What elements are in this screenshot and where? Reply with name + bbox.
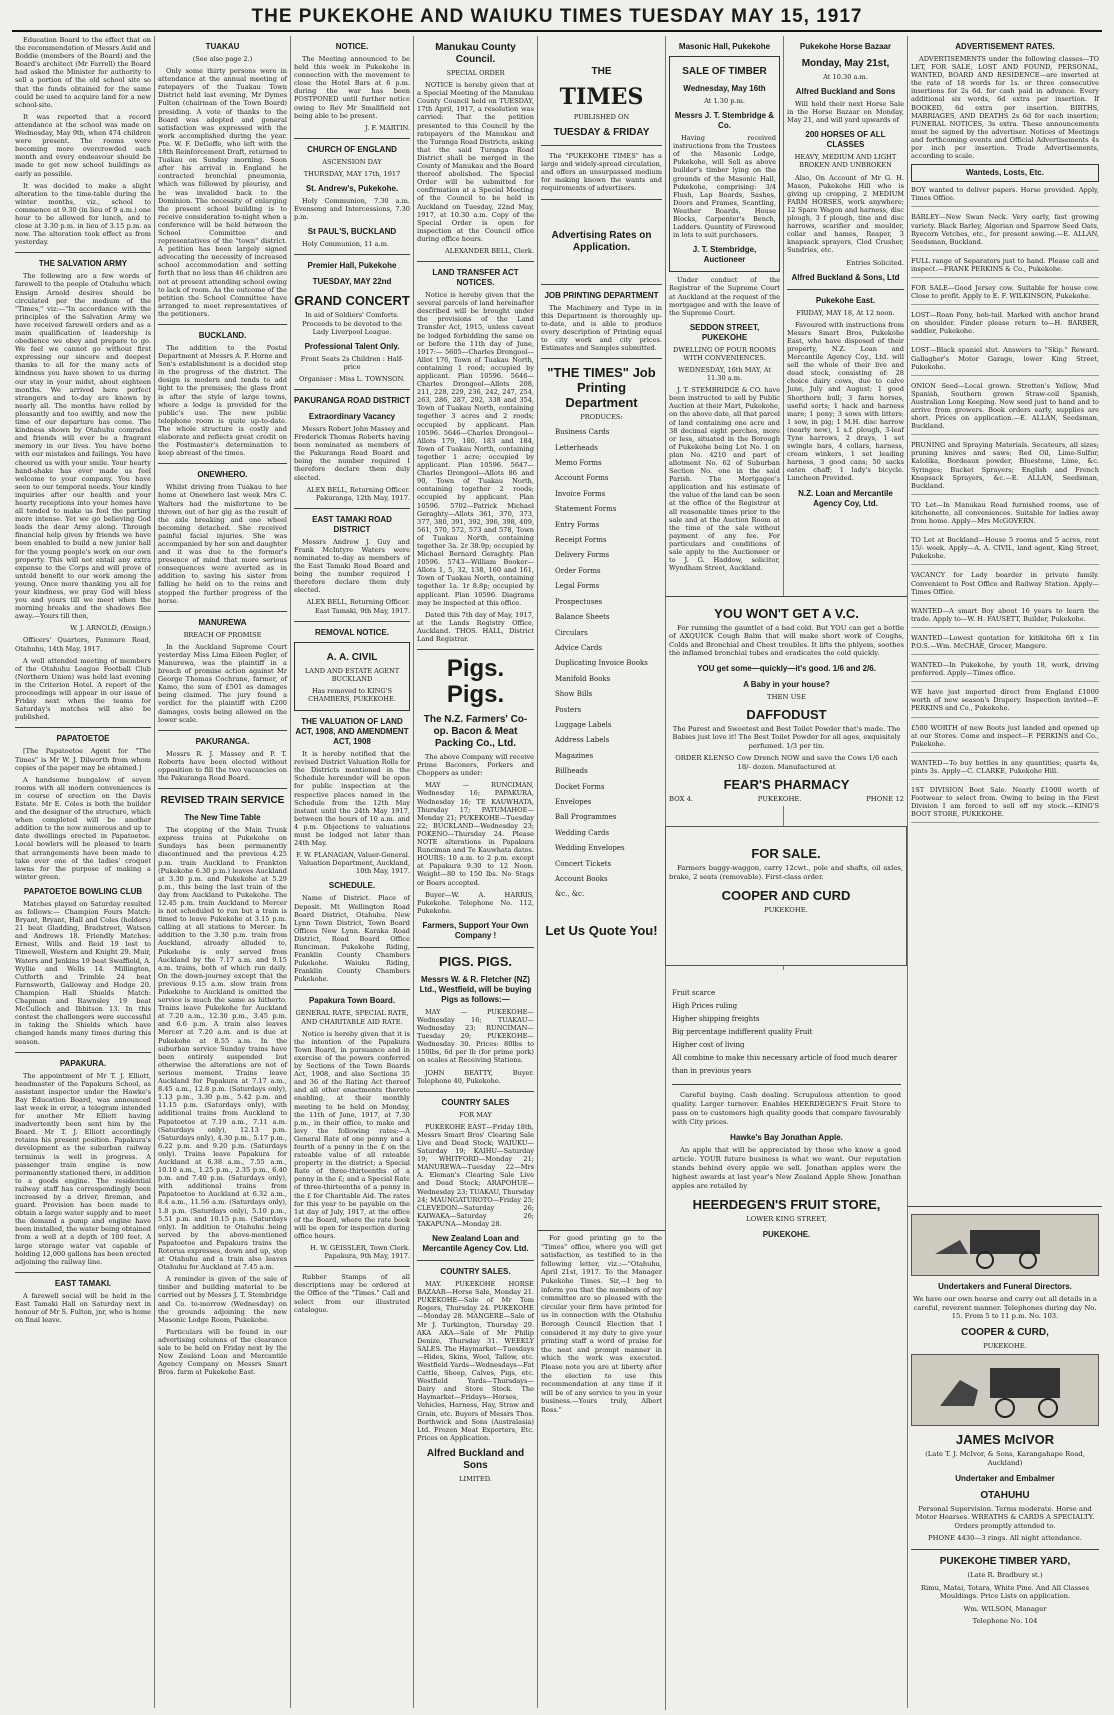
divider [672, 1084, 901, 1085]
valuation-text: It is hereby notified that the revised District Valuation Rolls for the Districts mentioned in the Schedule hereunder will be open for public inspection at the respective places named in the Schedule from the 12th May instant until the 24th May 1917, between the hours of 10 a.m. and 4 p.m. Objections to valuations must be lodged not later than 24th May. [294, 750, 410, 848]
heerdegen-street: LOWER KING STREET, [746, 1215, 827, 1223]
stembridge-signature: J. T. Stembridge, Auctioneer [692, 245, 757, 265]
classified-ad: TO Let—In Manukau Road furnished rooms, use of kitchenette, all conveniences. Suitable for ladies away from home. Apply—Mrs McGOVERN. [911, 501, 1099, 530]
product-item: Circulars [555, 628, 588, 637]
divider [541, 284, 662, 285]
timber-phone: Telephone No. 104 [972, 1617, 1038, 1626]
heading-papatoetoe: PAPATOETOE [56, 734, 110, 744]
article-league: A well attended meeting of members of the Otahuhu League Football Club (Northern Union) was held last evening in the Criterion Hotel. A report of the proceedings will appear in our issue of Friday next when the teams for Saturday's matches will also be published. [15, 656, 151, 722]
classified-ad: FOR SALE—Good Jersey cow. Suitable for house cow. Close to profit. Apply to E. F. WILKINSON, Pukekohe. [911, 284, 1099, 305]
horses-count: 200 HORSES OF ALL CLASSES [805, 130, 886, 150]
address: Officers' Quarters, Panmure Road, Otahuhu, 14th May, 1917. [15, 636, 151, 653]
fruit-list [672, 987, 901, 1078]
classified-ad: WANTED—To buy bottles in any quantities; quarts 4s, pints 3s. Apply—C. CLARKE, Pukekohe Hill. [911, 759, 1099, 780]
divider [417, 1091, 534, 1092]
article-attendance: It was reported that a record attendance at the school was made on Wednesday, May 9th, when 474 children were present. The rooms were becoming more overcrowded each month and every endeavour should be made to get new school buildings as early as possible. [15, 112, 151, 178]
article-tuakau: Only some thirty persons were in attendance at the annual meeting of ratepayers of the Tuakau Town District held last evening, Mr Dymes Fulton (chairman of the Town Board) presiding. A vote of thanks to the Board was adopted and general satisfaction was expressed with the work accomplished during the year. Pte. W. F. DeGoffe, who left with the 18th Reinforcement Draft, returned to Tuakau on Sunday morning. Soon after his arrival in England he contracted bronchial pneumonia, which was followed by pleurisy, and he was invalided back to the Dominion. The necessity of enlarging the present school building is to receive consideration to-night when a conference will be held between the School Committee and representatives of the "town" district. A petition has been largely signed advocating the necessity of increased school accommodation and setting forth that no less than 46 children are not at present attending school owing to lack of room. As the outcome of the petition the School Committee have arranged to meet representatives of the petitioners. [158, 67, 287, 318]
fears-pharmacy: FEAR'S PHARMACY [723, 777, 850, 793]
heading-train-service: REVISED TRAIN SERVICE [160, 795, 285, 807]
article-papakura: The appointment of Mr T. J. Elliott, headmaster of the Papakura School, as assistant inspector under the Hawke's Bay Education Board, was announced last week in error, a telegram intended for another Mr Elliott having inadvertently been sent him by the Board. Mr T. J. Elliott accordingly retains his present position. Papakura's development as the suburban railway terminus is well in progress. A passenger train engine is now permanently stationed there, in addition to a goods engine. The residential railway staff has correspondingly been increased by a driver, fireman, and guard. Provision has been made to obtain a large water supply and to meet the demand a pump and engine have been installed, the water being obtained from a well at a depth of 100 feet. A large storage water vat capable of holding 12,000 gallons has been erected adjoining the railway line. [15, 1071, 151, 1266]
carriage-icon [930, 1360, 1080, 1420]
products-list [541, 425, 662, 903]
dwelling-heading: DWELLING OF FOUR ROOMS WITH CONVENIENCES. [672, 345, 777, 362]
product-item: Wedding Cards [555, 828, 610, 837]
premier-date: TUESDAY, MAY 22nd [312, 277, 392, 287]
alfred-text: Will hold their next Horse Sale in the Horse Bazaar on Monday, May 21, and will yard upwards of [787, 100, 904, 125]
ad-rates-text: ADVERTISEMENTS under the following classes—TO LET, FOR SALE, LOST AND FOUND, PERSONAL, WANTED, BOARD AND RESIDENCE—are inserted at the rate of 18 words for 1s. or three consecutive insertions for 2s 6d. for cash paid in advance. Every additional six words, 6d extra per insertion. If BOOKED, 6d extra per insertion. BIRTHS, MARRIAGES, AND DEATHS 2s 6d for each insertion; FUNERAL NOTICES, 3s extra. These announcements must be signed by the advertiser. Notices of Meetings and forthcoming events and Official Advertisements 4s per inch per insertion. Trade Advertisements, according to scale. [911, 55, 1099, 161]
stembridge-name: Messrs J. T. Stembridge & Co. [674, 111, 775, 131]
otahuhu: OTAHUHU [980, 1489, 1030, 1501]
product-item: Memo Forms [555, 459, 602, 468]
notice-text: The Meeting announced to be held this week in Pukekohe in connection with the movement to close the Hotel Bars at 6 p.m. during the war has been POSTPONED until further notice owing to Rev Mr Smallfield not being able to be present. [294, 55, 410, 120]
klenso-text: ORDER KLENSO Cow Drench NOW and save the Cows 1/6 each 18/- dozen. Manufactured at [675, 754, 898, 771]
fruit-ad [665, 970, 907, 1710]
product-item: Advice Cards [555, 643, 602, 652]
fruit-list-item: Fruit scarce [672, 989, 716, 997]
removal-notice: REMOVAL NOTICE. [315, 627, 389, 637]
product-item: Duplicating Invoice Books [555, 659, 648, 668]
article-sale-reminder: A reminder is given of the sale of timber and building material to be carried out by Messrs J. T. Stembridge and Co. to-morrow (Wednesday) on the grounds adjoining the new Masonic Lodge Room, Pukekohe. [158, 1275, 287, 1324]
hawkes-bay-text: An apple that will be appreciated by those who know a good article. YOUR future business is what we want. Our reputation stands behind every apple we sell. Jonathan apples were the highest awards at last year's New Zealand Apple Show. Jonathan apples are retailed by [672, 1146, 901, 1190]
product-item: Show Bills [555, 690, 593, 699]
product-item: Docket Forms [555, 782, 605, 791]
article-salvation-army: The following are a few words of farewell to the people of Otahuhu which Ensign Arnold desires should be circulated per the medium of the "Times," viz:—"In accordance with the principles of the Salvation Army we have received farewell orders and as a main qualification of leadership is obedience we obey and prepare to go. We feel we cannot go without first expressing our sincere and deepest thanks to all for the many acts of kindness you have shown to us during our stay in your midst, about eighteen months. We arrived here perfect strangers and to-day are known by nearly all. The months have rolled by pleasantly and too swiftly, and now the time of our departure has come. The kindness shown by Otahuhu comrades and friends will ever be a fragrant memory in our lives. You have borne with our mistakes and failings. You have cheered us with your smile. Your hearty hand-shake has ever made us feel welcome to your company. You have seen to our temporal needs. Your kindly inquiries after our health and your hearty receptions into your homes have all tended to make us feel the parting more intense. Yet we go believing God leads the dear Army along. Through financial help given by friends we have been enabled to build a new junior hall for the young people's work on our own property. This will not entail any extra expense to the Corps and will prove of untold benefit to our work among the young. Once more thanking you all for your kindness, we pray God will bless you and yours till we meet when the morning breaks and the shadows flee away.—Yours till then, [15, 272, 151, 621]
seddon-street: SEDDON STREET, PUKEKOHE [689, 322, 760, 342]
daffodust-text: The Purest and Sweetest and Best Toilet Powder that's made. The Babies just love it! The Best Toilet Powder for all ages, exquisitely perfumed. 1/3 per tin. [672, 725, 901, 750]
country-sales-list: PUKEKOHE EAST—Friday 18th, Messrs Smart Bros' Clearing Sale Live and Dead Stock; WAIUKU—Saturday 19; KAIHU—Saturday 19; WHITFORD—Monday 21; MANUREWA—Tuesday 22—Mrs A. Eleman's Clearing Sale Live and Dead Stock; ARAPOHUE—Wednesday 23; TUAKAU, Thursday 24; MAUNGATUROTO—Friday 25; CLEVEDON—Saturday 26; KAIWAKA—Saturday 26; TAKAPUNA—Monday 28. [417, 1122, 534, 1228]
entries-solicited: Entries Solicited. [846, 258, 904, 267]
country-sales-heading: COUNTRY SALES [441, 1097, 510, 1107]
agent-note: [The Papatoetoe Agent for "The Times" is Mr W. J. Dilworth from whom copies of the paper may be obtained.] [15, 747, 151, 772]
vc-heading: YOU WON'T GET A V.C. [714, 606, 859, 621]
publish-days: TUESDAY & FRIDAY [553, 127, 650, 139]
mcivor-name: JAMES McIVOR [955, 1432, 1055, 1448]
article-intro: Education Board to the effect that on the recommendation of Messrs Auld and Boddie (members of the Board) and the Board's architect (Mr Farrell) the Board had asked the Minister for authority to sell a portion of the old school site so that the funds obtained for the same could be used to acquire land for a new school-site. [15, 36, 151, 109]
divider [294, 1266, 410, 1267]
heading-salvation-army: THE SALVATION ARMY [38, 259, 128, 269]
bazaar-time: At 10.30 a.m. [823, 73, 868, 81]
heading-buckland: BUCKLAND. [198, 331, 247, 340]
baby-heading: A Baby in your house? [743, 679, 830, 689]
timber-sale-date: Wednesday, May 16th [683, 84, 766, 93]
hearse-icon [930, 1220, 1080, 1270]
product-item: Ball Programmes [555, 813, 617, 822]
divider [15, 727, 151, 728]
farmers-heading: The N.Z. Farmers' Co-op. Bacon & Meat Packing Co., Ltd. [423, 714, 528, 750]
divider [294, 989, 410, 990]
fletcher-heading: Messrs W. & R. Fletcher (NZ) Ltd., Westfield, will be buying Pigs as follows:— [419, 974, 532, 1004]
church-paul: St PAUL'S, BUCKLAND [307, 227, 397, 237]
bazaar-date: Monday, May 21st, [801, 58, 890, 69]
civil-name: A. A. CIVIL [326, 651, 378, 663]
article-manurewa: In the Auckland Supreme Court yesterday Miss Lima Eileen Pegler, of Manurewa, was the plaintiff in a breach of promise action against Mr George Thomas Cochrane, farmer, of Kamo, the sum of £501 as damages being claimed. The jury found a verdict for the plaintiff with £200 damages, costs being allowed on the lower scale. [158, 642, 287, 724]
masthead [12, 4, 1102, 32]
article-east-tamaki: A farewell social will be held in the East Tamaki Hall on Saturday next in honour of Mr S. Fulton, jnr, who is home on final leave. [15, 1291, 151, 1325]
civil-sub: LAND AND ESTATE AGENT BUCKLAND [304, 666, 400, 683]
cooper-curd: COOPER AND CURD [721, 888, 851, 903]
for-sale-heading: FOR SALE. [751, 846, 821, 861]
product-item: Address Labels [555, 736, 610, 745]
grand-concert: GRAND CONCERT [294, 293, 410, 309]
east-tamaki-road-district: EAST TAMAKI ROAD DISTRICT [312, 514, 392, 534]
pharmacy-footer [669, 795, 904, 803]
divider [158, 463, 287, 464]
classified-ad: BARLEY—New Swan Neck. Very early, fast growing variety. Black Barley, Algerian and Sparrow Seed Oats, Ryecorn Vetches, etc., for present sowing.—E. ALLAN, Seedsman, Buckland. [911, 213, 1099, 250]
horses-sub: HEAVY, MEDIUM AND LIGHT BROKEN AND UNBROKEN [794, 153, 897, 170]
heading-church: CHURCH OF ENGLAND [307, 144, 397, 154]
column-3 [290, 36, 413, 1708]
manukau-signature: ALEXANDER BELL, Clerk. [444, 246, 534, 255]
nzl-signature: N.Z. Loan and Mercantile Agency Coy, Ltd. [798, 488, 893, 508]
heerdegen: HEERDEGEN'S FRUIT STORE, [692, 1197, 881, 1212]
pigs-heading: Pigs. Pigs. [446, 655, 505, 709]
alfred-signature: Alfred Buckland & Sons, Ltd [791, 272, 900, 282]
papakura-board-text: Notice is hereby given that it is the intention of the Papakura Town Board, in pursuance and in exercise of the powers conferred by Sections of the Town Boards Act, 1908, and also Sections 35 and 36 of the Rating Act thereof and all other enactments thereto enabling, at their monthly meeting to be held on Monday, the 11th of June, 1917, at 7.30 p.m., in their office, to make and levy the following rates:—A General Rate of one penny and a fourth of a penny in the £ on the rateable value of all rateable property in the district; a Special Rate of three-thirteenths of a penny in the £; and a Special Rate of three-thirteenths of a penny in the £ for Charitable Aid. The rates for this year to be payable on the 1st day of July, 1917, at the office of the Board, where the rate book will be open for inspection during office hours. [294, 1029, 410, 1240]
divider [15, 1052, 151, 1053]
church-andrew-times: Holy Communion, 7.30 a.m. Evensong and Intercessions, 7.30 p.m. [294, 197, 410, 222]
papakura-board-heading: Papakura Town Board. [308, 996, 396, 1006]
pakuranga-text: Messrs Robert John Massey and Frederick Thomas Roberts having been nominated as members of the Pakuranga Road Board and being the number required I therefore declare them duly elected. [294, 424, 410, 482]
alfred-buckland-2: Alfred Buckland and Sons [795, 87, 896, 97]
heading-onewhero: ONEWHERO. [197, 470, 248, 480]
divider [541, 145, 662, 146]
article-train: The stopping of the Main Trunk express trains at Pukekohe on Sundays has been permanently discontinued and the previous 4.25 p.m. train Auckland to Frankton (Pukekohe 6.30 p.m.) leaves Auckland at 3.30 p.m. and Pukekohe at 5.29 p.m., this being the last train of the day from Auckland to Pukekohe. The 12.45 p.m. train Auckland to Mercer is not scheduled to run but a train is timed to leave Pukekohe at 3.15 p.m. calling at all stations to Mercer. In addition to the 3.30 p.m. train from Auckland, already alluded to, Pukekohe is only served from Auckland by the 7.17 a.m. and 9.15 a.m. trains, both of which run daily. On the down-journey except that the previous 9.15 a.m. slow train from Pukekohe to Auckland is omitted the service is much the same as hitherto. Trains leave Pukekohe for Auckland at 7.20 a.m., 12.30 p.m., 3.45 p.m. and 6.6 p.m. A train also leaves Mercer at 7.20 a.m. and is due at Pukekohe at 8.55 a.m. In the suburban service Sunday trains have been entirely suspended but otherwise the alterations are not of serious moment. Trains leave Auckland for Papakura at 7.17 a.m., 8.45 a.m., 12.8 p.m. (Saturdays only), 1.13 p.m., 3.30 p.m., 5.42 p.m. and 11.15 p.m. (Saturdays only), with additional trains from Auckland to Papatoetoe at 7.19 a.m., 7.11 a.m. (Saturdays only), 12.13 p.m. (Saturdays only), 4.30 p.m., 5.17 p.m., 6.22 p.m. and 9.20 p.m. (Saturdays only). Trains leave Papakura for Auckland at 6.38 a.m., 7.55 a.m., 10.10 a.m., 1.25 p.m., 2.35 p.m., 6.40 p.m. and 7.40 p.m. (Saturdays only), with additional trains from Papatoetoe to Auckland at 6.32 a.m., 8.4 a.m., 11.56 a.m. (Saturdays only), 1.8 p.m. (Saturdays only), 5.10 p.m., 5.51 p.m. and 10.15 p.m. (Saturdays only). In addition to Otahuhu being served by the above-mentioned Papatoetoe and Papakura trains the Rotorua expresses, down and up, stop at Otahuhu and a train also leaves Otahuhu for Auckland at 7.45 a.m. [158, 826, 287, 1272]
civil-ad [294, 642, 410, 711]
timber-yard-text: Rimu, Matai, Totara, White Pine. And All Classes Mouldings. Price Lists on application. [920, 1583, 1090, 1601]
article-pakuranga: Messrs R. J. Massey and P. T. Roberts have been elected without opposition to fill the two vacancies on the Pakuranga Road Board. [158, 749, 287, 783]
job-printing-heading: JOB PRINTING DEPARTMENT [544, 290, 659, 300]
concert-text: In aid of Soldiers' Comforts. Proceeds to be devoted to the Lady Liverpool League. [302, 311, 402, 336]
divider [158, 324, 287, 325]
article-buckland: The addition to the Postal Department at Messrs A. P. Horne and Son's establishment is a decided step in the progress of the district. The design is modern and tends to add light to the premises; the glass front is after the style of large towns, where a lodge is provided for the public's use. The new public telephone room is quite up-to-date. The whole structure is costly and elaborate and reflects great credit on the Postmaster's determination to keep abreast of the times. [158, 344, 287, 458]
extraordinary-vacancy: Extraordinary Vacancy [308, 411, 396, 421]
professional-talent: Professional Talent Only. [304, 341, 400, 351]
dwelling-text: J. T. STEMBRIDGE & CO. have been instructed to sell by Public Auction at their Mart, Pukekohe, on the above date, all that parcel of land containing one acre and 38 decimal eight perches, more or less, situated in the Borough of Pukekohe being Lot No. 1 on plan No. 4210 and part of allotment No. 62 of Suburban Section No. one in the said Parish. The Mortgagee's application and his estimate of the value of the land can be seen at the office of the Registrar at all reasonable times prior to the sale and at the Auction Room at the time of the sale without payment of any fee. For particulars and conditions of sale apply to the Auctioneer or to J. G. Haddow, solicitor, Wyndham Street, Auckland. [669, 386, 780, 573]
ad-rates-heading: ADVERTISEMENT RATES. [955, 42, 1055, 51]
mcivor-phone: PHONE 4430—3 rings. All night attendance. [928, 1534, 1082, 1543]
classified-ad: WE have just imported direct from England £1000 worth of new season's Drapery. Inspection invited—F. PERKINS and Co., Pukekohe. [911, 688, 1099, 717]
pharmacy-box: BOX 4. [669, 795, 694, 804]
carriage-illustration [911, 1354, 1099, 1426]
heading-papakura: PAPAKURA. [59, 1058, 107, 1068]
wanteds-heading: Wanteds, Losts, Etc. [911, 164, 1099, 182]
schedule-text: Name of District. Place of Deposit. Mt Wellington Road Board District, Otahuhu. New Lynn Town District, Town Board Offices New Lynn. Karaka Road District, Road Board Office Runciman. Pukekohe Riding, Franklin County Chambers Pukekohe. Waiuku Riding, Franklin County Chambers Pukekohe. [294, 894, 410, 984]
divider [294, 389, 410, 390]
article-bowling: Matches played on Saturday resulted as follows:— Champion Fours Match: Bryant, Bryant, Hall and Coles (holders) 21 beat Gladding, Bradstreet, Watson and Andrews 18. Friendly Matches: Ernest, Wills and Reid 19 lost to Timewell, Western and Knight 29. Muir, Waters and Jenkins 19 beat Swaffield, A. Wyllie and Wells 14. Millington, Cutforth and Trimble 24 beat Farnsworth, Galloway and Hodge 20. Champion Hall Shields Match: Chapman and Rawnsley 19 beat McCulloch and Ibbitson 13. In this contest the challengers were successful in taking the Shields which have changed hands many times during this season. [15, 899, 151, 1046]
classified-ad: LOST—Roan Pony, bob-tail. Marked with anchor brand on shoulder. Finder please return to—H. BARBER, saddler, Pukekohe. [911, 311, 1099, 340]
vc-ad [665, 596, 907, 806]
fletcher-list: MAY — PUKEKOHE—Wednesday 16; TUAKAU—Wednesday 23; RUNCIMAN—Tuesday 29; PUKEKOHE—Wednesday 30. Prices: 80lbs to 150lbs, 6d per lb (for prime pork) on scales at Receiving Stations. [417, 1007, 534, 1065]
divider [787, 289, 904, 290]
country-sales-sub: FOR MAY [459, 1110, 492, 1119]
concert-organiser: Organiser : Miss L. TOWNSON. [299, 374, 405, 383]
nzl-heading: New Zealand Loan and Mercantile Agency Cov. Ltd. [422, 1234, 529, 1254]
classified-ad: FULL range of Separators just to hand. Please call and inspect.—FRANK PERKINS & Co., Pukekohe. [911, 257, 1099, 278]
product-item: Receipt Forms [555, 536, 607, 545]
pakuranga-road-district: PAKURANGA ROAD DISTRICT [294, 395, 410, 405]
article-onewhero: Whilst driving from Tuakau to her home at Onewhero last week Mrs C. Walters had the misfortune to be thrown out of her gig as the result of the axle breaking and one wheel becoming detached. She received painful facial injuries. She was accompanied by her son and daughter and it was due to the former's presence of mind that more serious consequences were averted as in addition to saving his sister from falling he held on to the reins and stopped the further progress of the horse. [158, 483, 287, 605]
product-item: Invoice Forms [555, 489, 606, 498]
farmers-signature: Buyer—W. A. HARRIS, Pukekohe. Telephone No. 112, Pukekohe. [417, 890, 534, 915]
timber-sale-box [669, 56, 780, 272]
divider [15, 252, 151, 253]
classified-ad: WANTED—Lowest quotation for kitikitoha 6ft x 1in P.O.S.—Wm. McCHAE, Grocer, Mangere. [911, 634, 1099, 655]
classified-ad: ONION Seed—Local grown. Stretton's Yellow, Mud Spanish, Southern grown Straw-coil Spanish, Australian Long Keeping. New seed just to hand and to arrive from growers. Book orders early, supplies are short. Prices on application.—E. ALLAN, Seedsman, Buckland. [911, 382, 1099, 436]
fruit-list-item: All combine to make this necessary article of food much dearer than in previous years [672, 1054, 898, 1075]
product-item: Entry Forms [555, 520, 600, 529]
fruit-list-item: Higher shipping freights [672, 1015, 760, 1023]
published-on: PUBLISHED ON [573, 113, 630, 121]
signoff: W. J. ARNOLD, (Ensign.) [70, 624, 151, 633]
heerdegen-town: PUKEKOHE. [762, 1230, 811, 1239]
product-item: Legal Forms [555, 582, 600, 591]
farmers-text: The above Company will receive Prime Baconers, Porkers and Choppers as under: [417, 753, 534, 778]
product-item: Account Forms [555, 474, 609, 483]
divider [158, 788, 287, 789]
classified-ad: 1ST DIVISION Boot Sale. Nearly £1000 worth of Footwear to select from. Owing to being in the First Division I am forced to sell off my stock.—KING'S BOOT STORE, PUKEKOHE. [911, 786, 1099, 823]
product-item: Billheads [555, 767, 588, 776]
manukau-text: NOTICE is hereby given that at a Special Meeting of the Manukau County Council held on TUESDAY, 17th April, 1917, a resolution was carried: That the petition presented to this Council by the ratepayers of the Manukau and the Turanga Road Districts, asking that the said Turanga Road District shall be merged in the County of Manukau and the Board thereof abolished. The Special Order will be submitted for confirmation at a Special Meeting of the Council to be held in Auckland on Tuesday, 22nd May, 1917, at 10.30 a.m. Copy of the Special Order is open for inspection at the Council office during office hours. [417, 81, 534, 243]
the-heading: THE [591, 66, 612, 77]
masthead-title: THE PUKEKOHE AND WAIUKU TIMES TUESDAY MAY 15, 1917 [251, 6, 863, 27]
then-use: THEN USE [767, 692, 806, 701]
masonic-heading: Masonic Hall, Pukekohe [678, 42, 771, 51]
pukekohe-east-text: Favoured with instructions from Messrs Smart Bros, Pukekohe East, who have disposed of their property, N.Z. Loan and Mercantile Agency Coy., Ltd. will sell the whole of their live and dead stock, consisting of: 28 choice dairy cows, due to calve June, July and August; 1 good Shorthorn bull; 3 farm horses, useful sorts; 1 hack and harness mare; 1 pony; 3 sows with litters; 1 sow, in pig; 1 M.H. disc harrow (nearly new), 1 s.f. plough, 3-leaf Tyne harrows, 2 drays, 1 set swingle bars, 4 collars, harness, cream winkers, 1 set leading harness, 3 good cans; 50 sacks eaten chaff; 1 lady's bicycle. Luncheon Provided. [787, 320, 904, 483]
country-sales-2-heading: COUNTRY SALES. [440, 1267, 511, 1277]
divider [294, 138, 410, 139]
product-item: Letterheads [555, 443, 598, 452]
for-sale-ad [665, 826, 907, 966]
divider [417, 947, 534, 948]
product-item: &c., &c. [555, 890, 585, 899]
heading-notice: NOTICE. [335, 42, 369, 51]
divider [911, 1549, 1099, 1550]
column-4 [413, 36, 537, 1708]
pukekohe-east-heading: Pukekohe East. [815, 295, 876, 305]
page-columns [12, 36, 1102, 1708]
registrar-text: Under conduct of the Registrar of the Supreme Court at Auckland at the request of the mortgagee and with the leave of the Supreme Court. [669, 276, 780, 317]
classified-ad: TO Let at Buckland—House 5 rooms and 5 acres, rent 15/- week. Apply—A. A. CIVIL, land agent, King Street, Pukekohe. [911, 536, 1099, 565]
support-company: Farmers, Support Your Own Company ! [422, 920, 529, 940]
concert-seats: Front Seats 2s Children : Half-price [300, 354, 404, 371]
divider [15, 1272, 151, 1273]
pukekohe-east-date: FRIDAY, MAY 18, At 12 noon. [796, 308, 895, 317]
classified-ad: WANTED—In Pukekohe, by youth 18, work, driving preferred. Apply—Times office. [911, 661, 1099, 682]
product-item: Statement Forms [555, 505, 617, 514]
article-timetable: It was decided to make a slight alteration to the time-table during the winter months, viz., school to commence at 9.30 (in lieu of 9 a.m.) one hour to be allowed for lunch, and to close at 3.30 p.m. in lieu of 3.15 p.m. as now. The alteration took effect as from yesterday. [15, 181, 151, 247]
papakura-board-signature: H. W. GEISSLER, Town Clerk. Papakura, 9th May, 1917. [310, 1244, 410, 1261]
classified-ad: VACANCY for Lady boarder in private family. Convenient to Post Office and Railway Station. Apply—Times Office. [911, 571, 1099, 600]
pharmacy-town: PUKEKOHE. [757, 795, 802, 804]
product-item: Luggage Labels [555, 720, 612, 729]
fruit-list-item: Higher cost of living [672, 1041, 745, 1049]
classified-ad: BOY wanted to deliver papers. Horse provided. Apply, Times Office. [911, 186, 1099, 207]
article-papatoetoe: A handsome bungalow of seven rooms with all modern conveniences is in course of erection on the Davis Estate. Mr E. Coles is both the builder and the designer of the structure, which when completed will be another addition to the now numerous and up to date dwellings erected in Papatoetoe. Local bowlers will be pleased to learn that arrangements have been made to take over one of the ladies' croquet lawns for the purpose of making a winter green. [15, 775, 151, 881]
see-also: (See also page 2.) [192, 55, 253, 63]
premier-hall: Premier Hall, Pukekohe [307, 261, 397, 271]
undertakers-text: We have our own hearse and carry out all details in a careful, reverent manner. Telephones during day No. 15. From 5 to 11 p.m. No. 103. [913, 1295, 1097, 1321]
mcivor-text: Personal Supervision. Terms moderate. Horse and Motor Hearses. WREATHS & CARDS A SPECIALTY. Orders promptly attended to. [915, 1504, 1095, 1530]
for-sale-text: Farmers buggy-waggon, carry 12cwt., pole and shafts, oil axles, brake, 2 seats (removable). First-class order. [669, 864, 903, 881]
farmers-list: MAY — RUNCIMAN, Wednesday 16; PAPAKURA, Wednesday 16; TE KAUWHATA, Thursday 17; PATUMAHOE—Monday 21; PUKEKOHE—Tuesday 22; BUCKLAND—Wednesday 23; POKENO—Thursday 24. Please NOTE alterations in Papakura Runciman and Te Kauwhata dates. HOURS: 10 a.m. to 2 p.m. except at Papakura 9.30 to 12 Noon. Weight—80 to 150 lbs. No Stags or Boars accepted. [417, 781, 534, 887]
country-sales-2-text: MAY. PUKEKOHE HORSE BAZAAR—Horse Sale, Monday 21. PUKEKOHE—Sale of Mr Tom Rogers, Thursday 24. PUKEKOHE—Monday 28. MANGERE—Sale of Mr J. Turkington, Thursday 29. AKA AKA—Sale of Mr Philip Denize, Thursday 31. WEEKLY SALES. The Haymarket—Tuesdays—Hides, Skins, Wool, Tallow, etc. Westfield Yards—Wednesdays—Fat Cattle, Sheep, Calves, Pigs, etc. Westfield Yards—Thursdays—Dairy and Store Stock. The Haymarket—Fridays—Horses, Vehicles, Harness, Hay, Straw and Grain, etc. Buyers of Messrs Thos. Borthwick and Sons (Australasia) Ltd. Frozen Meat Exporters, Etc. Prices on Application. [417, 1280, 534, 1442]
alfred-buckland: Alfred Buckland and Sons [426, 1447, 525, 1471]
pigs-heading-2: PIGS. PIGS. [439, 953, 512, 969]
daffodust: DAFFODUST [746, 707, 827, 723]
circulation-text: The "PUKEKOHE TIMES" has a large and widely-spread circulation, and offers an unsurpassed medium for making known the wants and requirements of advertisers. [541, 152, 662, 193]
product-item: Concert Tickets [555, 859, 612, 868]
timber-yard-sub: (Late R. Bradbury st.) [967, 1570, 1043, 1579]
produces-label: PRODUCES: [580, 413, 623, 422]
classified-list [911, 186, 1099, 823]
heading-bowling: PAPATOETOE BOWLING CLUB [23, 886, 143, 896]
fruit-list-item: High Prices ruling [672, 1002, 738, 1010]
divider [541, 199, 662, 200]
pharmacy-phone: PHONE 12 [866, 795, 904, 804]
product-item: Delivery Forms [555, 551, 610, 560]
product-item: Balance Sheets [555, 613, 610, 622]
classified-ad: £500 WORTH of new Boots just landed and opened up at our Stores. Come and inspect—F. PERKINS and Co., Pukekohe. [911, 724, 1099, 753]
job-printing-text: The Machinery and Type in in this Department is thoroughly up-to-date, and is able to produce every description of Printing equal to city work and city prices. Estimates and Samples submitted. [541, 303, 662, 353]
divider [294, 254, 410, 255]
cooper-curd-town: PUKEKOHE. [764, 906, 808, 914]
heading-pakuranga: PAKURANGA. [195, 736, 250, 746]
subheading-breach: BREACH OF PROMISE [183, 630, 262, 639]
timber-sale-heading: SALE OF TIMBER [682, 66, 767, 77]
advertising-rates: Advertising Rates on Application. [551, 229, 652, 253]
divider [417, 261, 534, 262]
divider [541, 358, 662, 359]
cooper-curd-2: COOPER & CURD, [961, 1326, 1049, 1338]
valuation-signature: F. W. FLANAGAN, Valuer-General. Valuation Department, Auckland, 10th May, 1917. [296, 851, 410, 876]
column-1 [12, 36, 154, 1708]
product-item: Magazines [555, 751, 594, 760]
product-item: Prospectuses [555, 597, 603, 606]
land-transfer-signature: Dated this 7th day of May, 1917, at the Lands Registry Office, Auckland. THOS. HALL, District Land Registrar. [417, 610, 534, 643]
land-transfer-text: Notice is hereby given that the several parcels of land hereinafter described will be brought under the provisions of the Land Transfer Act, 1915, unless caveat be lodged forbidding the same on or before the 11th day of June, 1917:— 5605—Charles Drongool—Allot 176, Town of Tuakau North, containing 1 rood; occupied by applicant. Plan 10596. 5646—Charles Drongool—Allots 208, 211, 228, 229, 236, 242, 247, 254, 263, 286, 287, 292, 338 and 354, Town of Tuakau North, containing together 3 acres and 2 roods; occupied by applicant. Plan 10596. 5646—Charles Drongool—Allots 179, 180, 183 and 184, Town of Tuakau North, containing together 1 acre; occupied by applicant. Plan 10596. 5647—Charles Drongool—Allots 86 and 90, Town of Tuakau North, containing together 2 roods; occupied by applicant. Plan 10596. 5702—Patrick Michael Geraghty—Allots 361, 370, 373, 377, 380, 391, 392, 396, 398, 409, 561, 570, 572, 573 and 578, Town of Tuakau North, containing together 3a. 2r 38.9p; occupied by Michael Bernard Geraghty. Plan 10596. 5743—William Booker—Allots 1, 5, 32, 138, 160 and 161, Town of Tuakau North, containing together 1a. 1r 8.8p; occupied by applicant. Plan 10596. Diagrams may be inspected at this office. [417, 291, 534, 607]
east-tamaki-text: Messrs Andrew J. Guy and Frank McIntyre Waters were nominated to-day as members of the East Tamaki Road Board and being the number required I therefore declare them duly elected. [294, 537, 410, 595]
timber-manager: Wm. WILSON, Manager [963, 1604, 1047, 1613]
timber-yard-heading: PUKEKOHE TIMBER YARD, [939, 1555, 1071, 1567]
timber-sale-time: At 1.30 p.m. [704, 97, 745, 105]
product-item: Posters [555, 705, 582, 714]
hearse-illustration [911, 1214, 1099, 1276]
church-date: THURSDAY, MAY 17th, 1917 [303, 169, 401, 178]
article-particulars: Particulars will be found in our advertising columns of the clearance sale to be held on Friday next by the New Zealand Loan and Mercantile Agency Company on Messrs Smart Bros. farm at Pukekohe East. [158, 1327, 287, 1377]
special-order: SPECIAL ORDER [446, 69, 505, 77]
fruit-list-item: Big percentage indifferent quality Fruit [672, 1028, 813, 1036]
product-item: Business Cards [555, 428, 610, 437]
alfred-limited: LIMITED. [459, 1474, 492, 1483]
times-heading: TIMES [559, 84, 644, 110]
product-item: Manifold Books [555, 674, 611, 683]
notice-signature: J. F. MARTIN. [365, 123, 410, 132]
fletcher-signature: JOHN BEATTY, Buyer. Telephone 40, Pukekohe. [417, 1068, 534, 1085]
manukau-heading: Manukau County Council. [435, 42, 516, 65]
times-testimonial-text: For good printing go to the "Times" office, where you will get satisfaction, as testified to in the following letter, viz.:—"Otahuhu, April 21st, 1917. To the Manager Pukekohe Times. Sir,—I beg to inform you that the members of my committee are so pleased with the circular your firm have printed for us in connection with the Otahuhu Borough Council Election that I considered it my duty to give your printing staff a word of praise for the neat and prompt manner in which the work was executed. Please note you are at liberty after the election to use this recommendation at any time if it will be of any service to you in your business.—Yours truly, Albert Ross." [541, 1234, 662, 1414]
classified-ad: PRUNING and Spraying Materials. Secateurs, all sizes; pruning knives and saws; Red Oil, Lime-Sulfur, Kalolika, Bordeaux powder, Bluestone, Lime, &c. Syringes; Bucket Sprayers; English and French Knapsack Sprayers, &c.—E. ALLAN, Seedsman, Buckland. [911, 441, 1099, 495]
product-item: Wedding Envelopes [555, 844, 625, 853]
pakuranga-signature: ALEX BELL, Returning Officer. Pakuranga, 12th May, 1917. [306, 485, 410, 502]
civil-moved: Has removed to KING'S CHAMBERS, PUKEKOHE. [308, 686, 396, 703]
subheading-timetable: The New Time Table [184, 813, 261, 823]
times-testimonial [537, 1230, 665, 1708]
classified-ad: WANTED—A smart Boy about 16 years to learn the trade. Apply to—W. H. FAUSETT, Builder, Pukekohe. [911, 607, 1099, 628]
church-andrew: St. Andrew's, Pukekohe. [305, 184, 399, 194]
fruit-text: Careful buying. Cash dealing. Scrupulous attention to good quality. Larger turnover. Enables HEERDEGEN'S Fruit Store to pass on to customers high quality goods that compare favourably with City prices. [672, 1091, 901, 1126]
valuation-heading: THE VALUATION OF LAND ACT, 1908, AND AMENDMENT ACT, 1908 [295, 717, 409, 747]
schedule-heading: SCHEDULE. [328, 881, 376, 891]
land-transfer-heading: LAND TRANSFER ACT NOTICES. [432, 268, 519, 288]
vc-text: For running the gauntlet of a bad cold. But YOU can get a bottle of AXQUICK Cough Balm that will make short work of Coughs, Colds and Bronchial and Chest troubles. It lifts the phlyem, soothes the inflamed bronchial tubes and eradicates the cold quickly. [669, 624, 904, 658]
dwelling-date: WEDNESDAY, 16th MAY, At 11.30 a.m. [677, 365, 772, 383]
product-item: Envelopes [555, 797, 592, 806]
classified-ad: LOST—Black spaniel slut. Answers to "Skip." Reward. Gallagher's Motor Garage, lower King Street, Pukekohe. [911, 346, 1099, 375]
mcivor-role: Undertaker and Embalmer [955, 1473, 1055, 1483]
rubber-stamps: Rubber Stamps of all descriptions may be ordered at the Office of the "Times." Call and select from our illustrated catalogue. [294, 1273, 410, 1314]
heading-manurewa: MANUREWA [198, 617, 247, 627]
divider [417, 649, 534, 650]
east-tamaki-signature: ALEX BELL, Returning Officer. East Tamaki, 9th May, 1917. [306, 598, 410, 615]
stembridge-text: Having received instructions from the Trustees of the Masonic Lodge, Pukekohe, will Sell as above builder's timber lying on the grounds of the Masonic Hall, Pukekohe, comprising: 3/4 Flush, Lap Boards, Sashes, Doors and Frames, Scantling, Weather Boards, House Blocks, Carpenter's Bench, Ladders. Quantity of Firewood in lots to suit purchasers. [673, 134, 776, 240]
divider [158, 611, 287, 612]
product-item: Order Forms [555, 566, 601, 575]
vc-price: YOU get some—quickly—it's good. 1/6 and 2/6. [697, 663, 876, 673]
divider [417, 1260, 534, 1261]
undertaker-ads [907, 1206, 1102, 1708]
horses-text: Also, On Account of Mr G. H. Mason, Pukekohe Hill who is giving up cropping, 2 MEDIUM FARM HORSES, work anywhere; 12 Spare Wagon and harness, disc plough, 3 f plough, tine and disc harrows, scarifier and moulder, collar and hames, Reaper, 3 knapsack sprayers, Clod Crusher, Sundries, etc. [787, 173, 904, 255]
church-sub: ASCENSION DAY [322, 157, 382, 166]
divider [294, 508, 410, 509]
divider [158, 730, 287, 731]
column-2 [154, 36, 290, 1708]
church-paul-times: Holy Communion, 11 a.m. [302, 240, 390, 249]
horse-bazaar-heading: Pukekohe Horse Bazaar [799, 42, 892, 51]
product-item: Account Books [555, 875, 608, 883]
cooper-curd-2-town: PUKEKOHE. [983, 1341, 1027, 1350]
heading-tuakau: TUAKAU [205, 42, 240, 51]
undertakers-heading: Undertakers and Funeral Directors. [938, 1282, 1072, 1291]
hawkes-bay-apple: Hawke's Bay Jonathan Apple. [730, 1133, 843, 1142]
printing-department-heading: "THE TIMES" Job Printing Department [547, 365, 656, 411]
divider [294, 621, 410, 622]
mcivor-sub: (Late T. J. McIvor, & Sons, Karangahape Road, Auckland) [925, 1450, 1085, 1467]
heading-east-tamaki: EAST TAMAKI. [54, 1278, 112, 1288]
quote-heading: Let Us Quote You! [545, 922, 658, 938]
papakura-board-sub: GENERAL RATE, SPECIAL RATE, AND CHARITABLE AID RATE. [295, 1009, 409, 1026]
